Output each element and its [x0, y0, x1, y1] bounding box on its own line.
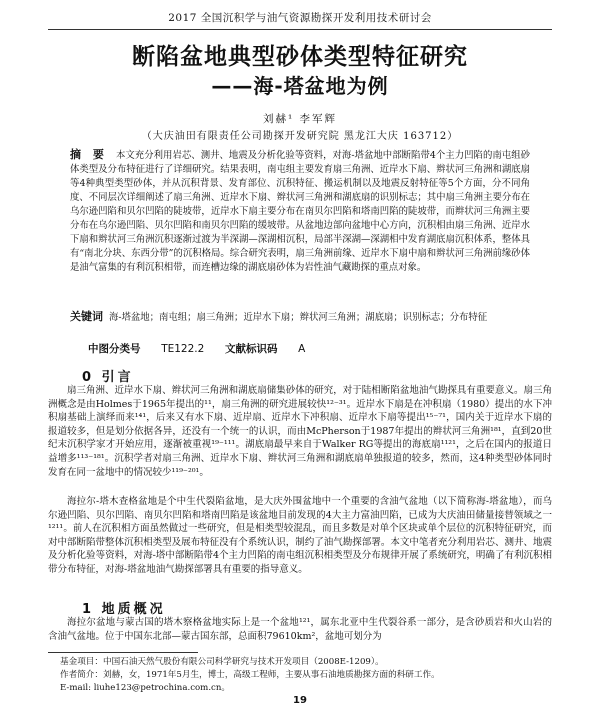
footnote-divider — [48, 652, 198, 653]
page-number: 19 — [293, 695, 307, 706]
abstract-label: 摘 要 — [70, 148, 108, 161]
section-heading-geology: 1 地质概况 — [82, 602, 166, 617]
authors: 刘赫¹ 李军辉 — [262, 113, 338, 125]
intro-paragraph-1: 扇三角洲、近岸水下扇、辫状河三角洲和湖底扇储集砂体的研究，对于陆相断陷盆地油气勘探具有重要意义。扇三角洲概念是由Holmes于1965年提出的¹¹，扇三角洲的研究进展较快¹²⁻³¹。近岸水下扇是在冲积扇（1980）提出的水下冲积扇基础上演绎而来¹⁴¹，后来又有水下扇、近岸扇、近岸水下冲积扇、近岸水下扇等提出¹⁵⁻⁷¹，国内关于近岸水下扇的报道较多，但是划分依据各异，还没有一个统一的认识，而由McPherson于1987年提出的辫状河三角洲¹⁸¹，直到20世纪末沉积学家才开始应用，逐渐被重视¹⁹⁻¹¹¹。湖底扇最早来自于Walker RG等提出的海底扇¹¹²¹，之后在国内的报道日益增多¹¹³⁻¹⁸¹。沉积学者对扇三角洲、近岸水下扇、辫状河三角洲和湖底扇单独报道的较多，然而，这4种类型砂体同时发育在同一盆地中的情况较少¹¹⁹⁻²⁰¹。 — [48, 385, 552, 478]
geology-paragraph-1: 海拉尔盆地与蒙古国的塔木察格盆地实际上是一个盆地¹²¹，属东北亚中生代裂谷系一部分，是含砂质岩和火山岩的含油气盆地。位于中国东北部—蒙古国东部，总面积79610km²，盆地可划分为 — [48, 617, 552, 642]
footnote-author: 作者简介：刘赫，女，1971年5月生，博士，高级工程师，主要从事石油地质勘探方面的科研工作。 — [60, 670, 440, 680]
affiliation: （大庆油田有限责任公司勘探开发研究院 黑龙江大庆 163712） — [141, 131, 459, 142]
keywords-text: 海-塔盆地；南屯组；扇三角洲；近岸水下扇；辫状河三角洲；湖底扇；识别标志；分布特征 — [109, 312, 488, 323]
footnote-funding: 基金项目：中国石油天然气股份有限公司科学研究与技术开发项目（2008E-1209）。 — [60, 657, 384, 667]
classification-line — [88, 341, 305, 356]
keywords — [70, 310, 530, 325]
abstract-text: 本文充分利用岩芯、测井、地震及分析化验等资料，对海-塔盆地中部断陷带4个主力凹陷的南屯组砂体类型及分布特征进行了详细研究。结果表明，南屯组主要发育扇三角洲、近岸水下扇、辫状河三角洲和湖底扇等4种典型类型砂体，并从沉积背景、发育部位、沉积特征、搬运机制以及地震反射特征等5个方面，分不同角度、不同层次详细阐述了扇三角洲、近岸水下扇、辫状河三角洲和湖底扇的识别标志；其中扇三角洲主要分布在乌尔逊凹陷和贝尔凹陷的陡坡带，近岸水下扇主要分布在南贝尔凹陷和塔南凹陷的陡坡带，而辫状河三角洲主要分布在乌尔逊凹陷、贝尔凹陷和南贝尔凹陷的缓坡带。从盆地边部向盆地中心方向，沉积相由扇三角洲、近岸水下扇和辫状河三角洲沉积逐渐过渡为半深湖—深湖相沉积，局部半深湖—深湖相中发育湖底扇沉积体系，整体具有“南北分块、东西分带”的沉积格局。综合研究表明，扇三角洲前缘、近岸水下扇中扇和辫状河三角洲前缘砂体是油气富集的有利沉积相带，而连槽边缘的湖底扇砂体为岩性油气藏勘探的重点对象。 — [70, 150, 530, 273]
clc-value: TE122.2 — [161, 343, 205, 355]
footnotes — [60, 656, 552, 695]
abstract — [70, 148, 530, 275]
keywords-label: 关键词 — [70, 310, 103, 323]
paper-title: 断陷盆地典型砂体类型特征研究 — [132, 44, 468, 70]
section-heading-introduction: 0 引言 — [82, 370, 134, 385]
doc-code-value: A — [298, 343, 306, 355]
footnote-email: E-mail: liuhe123@petrochina.com.cn。 — [60, 683, 230, 693]
intro-paragraph-2: 海拉尔-塔木查格盆地是个中生代裂陷盆地，是大庆外围盆地中一个重要的含油气盆地（以下简称海-塔盆地），而乌尔逊凹陷、贝尔凹陷、南贝尔凹陷和塔南凹陷是该盆地目前发现的4大主力富油凹陷，已成为大庆油田储量接替领域之一¹²¹¹。前人在沉积相方面虽然做过一些研究，但是相类型较混乱，而且多数是对单个区块或单个层位的沉积特征研究，而对中部断陷带整体沉积相类型及展布特征没有个系统认识，制约了油气勘探部署。本文中笔者充分利用岩芯、测井、地震及分析化验等资料，对海-塔中部断陷带4个主力凹陷的南屯组沉积相类型及分布规律开展了系统研究，明确了有利沉积相带分布特征，对海-塔盆地油气勘探部署具有重要的指导意义。 — [48, 496, 552, 575]
doc-code-label: 文献标识码 — [224, 343, 278, 355]
paper-subtitle: ——海-塔盆地为例 — [211, 74, 389, 98]
clc-label: 中图分类号 — [88, 343, 141, 355]
running-header: 2017 全国沉积学与油气资源勘探开发利用技术研讨会 — [48, 10, 552, 30]
